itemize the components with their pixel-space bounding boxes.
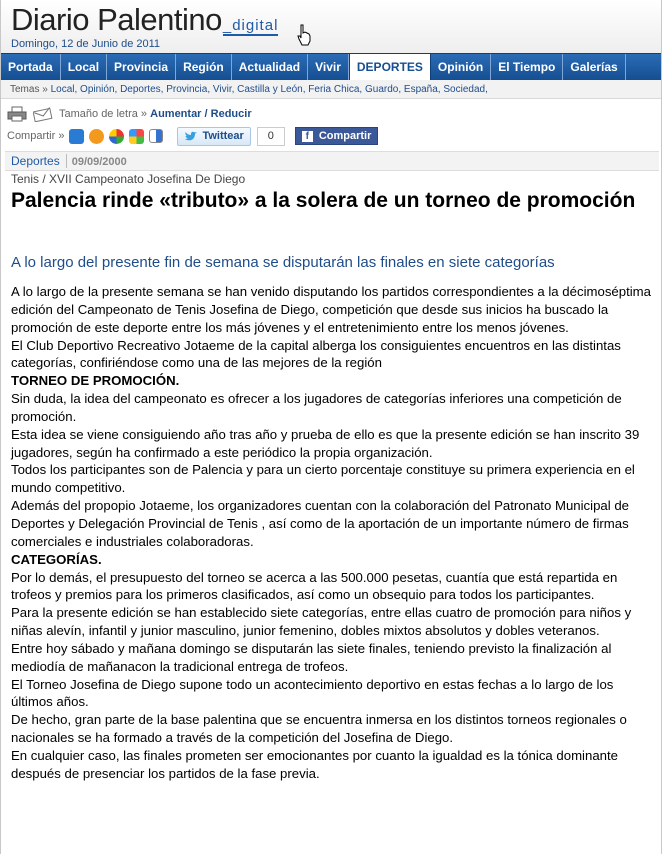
facebook-share-button[interactable] bbox=[295, 127, 379, 145]
email-icon[interactable] bbox=[33, 106, 53, 122]
windows-live-icon[interactable] bbox=[129, 129, 144, 144]
topics-label: Temas » bbox=[10, 84, 48, 95]
wikio-icon[interactable] bbox=[89, 129, 104, 144]
logo-sub: _digital bbox=[222, 17, 279, 34]
section-bar bbox=[5, 151, 659, 171]
twitter-label: Twittear bbox=[202, 130, 244, 142]
nav-item-galerias[interactable]: Galerías bbox=[563, 54, 625, 80]
share-bar bbox=[7, 127, 378, 145]
article-paragraph: El Torneo Josefina de Diego supone todo un acontecimiento deportivo en estas fechas a lo largo de los últimos años. bbox=[11, 676, 614, 710]
section-name[interactable]: Deportes bbox=[5, 154, 67, 168]
main-nav bbox=[1, 53, 661, 81]
article-paragraph: Sin duda, la idea del campeonato es ofrecer a los jugadores de categorías inferiores una competición de promoción. bbox=[11, 391, 622, 424]
article-tools bbox=[7, 106, 252, 122]
article-paragraph: De hecho, gran parte de la base palentina que se encuentra inmersa en los distintos torneos regionales o nacionales se ha formado a través de la competición del Josefina de Diego. bbox=[11, 712, 627, 746]
nav-item-vivir[interactable]: Vivir bbox=[308, 54, 349, 80]
article-paragraph: Además del propopio Jotaeme, los organizadores cuentan con la colaboración del Patronato Municipal de Deportes y Delegación Provincial de Tenis , así como de la aportación de un importante número de firmas comerciales e industriales colaboradoras. bbox=[11, 498, 630, 549]
twitter-bird-icon bbox=[184, 131, 198, 142]
font-sep: / bbox=[204, 108, 208, 120]
article-paragraph: A lo largo de la presente semana se han venido disputando los partidos correspondientes a la décimoséptima edición del Campeonato de Tenis Josefina de Diego, competición que desde sus inicios ha buscado la promoción de este deporte entre los más jóvenes y el entretenimiento entre los menos jóvenes. bbox=[11, 284, 651, 335]
font-decrease-link[interactable]: Reducir bbox=[210, 108, 252, 120]
article-paragraph: Esta idea se viene consiguiendo año tras año y prueba de ello es que la presente edición se han inscrito 39 jugadores, según ha confirmado a este periódico la propia organización. bbox=[11, 426, 640, 460]
facebook-label: Compartir bbox=[318, 130, 372, 142]
font-increase-link[interactable]: Aumentar bbox=[150, 108, 202, 120]
article-date: 09/09/2000 bbox=[71, 156, 127, 168]
font-size-label: Tamaño de letra » bbox=[59, 108, 148, 120]
article-paragraph: Entre hoy sábado y mañana domingo se disputarán las siete finales, teniendo previsto la finalización al mediodía de mañanacon la tradicional entrega de trofeos. bbox=[11, 640, 612, 674]
article-body bbox=[11, 283, 656, 783]
nav-item-local[interactable]: Local bbox=[61, 54, 107, 80]
delicious-icon[interactable] bbox=[149, 129, 163, 143]
site-header bbox=[1, 0, 661, 53]
article-paragraph: Por lo demás, el presupuesto del torneo se acerca a las 500.000 pesetas, cuantía que está repartida en trofeos y premios para los primeros clasificados, así como un obsequio para todos los participantes. bbox=[11, 569, 618, 603]
site-logo[interactable] bbox=[11, 2, 278, 38]
article-title: Palencia rinde «tributo» a la solera de un torneo de promoción bbox=[11, 189, 636, 212]
article-paragraph: Para la presente edición se han establecido siete categorías, entre ellas cuatro de promoción para niños y niñas alevín, infantil y junior masculino, junior femenino, dobles mixtos absolutos y dobles veteranos. bbox=[11, 605, 632, 639]
nav-item-el-tiempo[interactable]: El Tiempo bbox=[491, 54, 563, 80]
article-subheading: CATEGORÍAS. bbox=[11, 551, 102, 567]
nav-item-deportes[interactable]: DEPORTES bbox=[349, 53, 431, 81]
print-icon[interactable] bbox=[7, 106, 27, 122]
meneame-icon[interactable] bbox=[69, 129, 84, 144]
nav-item-region[interactable]: Región bbox=[176, 54, 232, 80]
article-paragraph: En cualquier caso, las finales prometen ser emocionantes por cuanto la igualdad es la tónica dominante después de presenciar los partidos de la fase previa. bbox=[11, 747, 618, 781]
share-label: Compartir » bbox=[7, 130, 65, 142]
nav-item-opinion[interactable]: Opinión bbox=[431, 54, 491, 80]
twitter-count: 0 bbox=[257, 127, 285, 146]
article-subtitle: A lo largo del presente fin de semana se disputarán las finales en siete categorías bbox=[11, 254, 555, 271]
twitter-button[interactable] bbox=[177, 127, 250, 146]
header-date: Domingo, 12 de Junio de 2011 bbox=[11, 38, 161, 50]
article-kicker: Tenis / XVII Campeonato Josefina De Diego bbox=[11, 172, 246, 186]
facebook-icon: f bbox=[302, 131, 313, 142]
hand-cursor-icon bbox=[297, 24, 311, 46]
nav-item-provincia[interactable]: Provincia bbox=[107, 54, 176, 80]
topics-links[interactable]: Local, Opinión, Deportes, Provincia, Vivir, Castilla y León, Feria Chica, Guardo, España, Sociedad, bbox=[50, 84, 488, 95]
article-subheading: TORNEO DE PROMOCIÓN. bbox=[11, 373, 180, 389]
logo-main: Diario Palentino bbox=[11, 2, 222, 37]
nav-item-actualidad[interactable]: Actualidad bbox=[232, 54, 308, 80]
article-paragraph: El Club Deportivo Recreativo Jotaeme de la capital alberga los consiguientes encuentros en las distintas categorías, confiriéndose como una de las mejores de la región bbox=[11, 337, 621, 371]
article-paragraph: Todos los participantes son de Palencia y para un cierto porcentaje constituye su primera experiencia en el mundo competitivo. bbox=[11, 462, 635, 496]
google-icon[interactable] bbox=[109, 129, 124, 144]
nav-item-portada[interactable]: Portada bbox=[1, 54, 61, 80]
topics-bar bbox=[1, 80, 661, 99]
